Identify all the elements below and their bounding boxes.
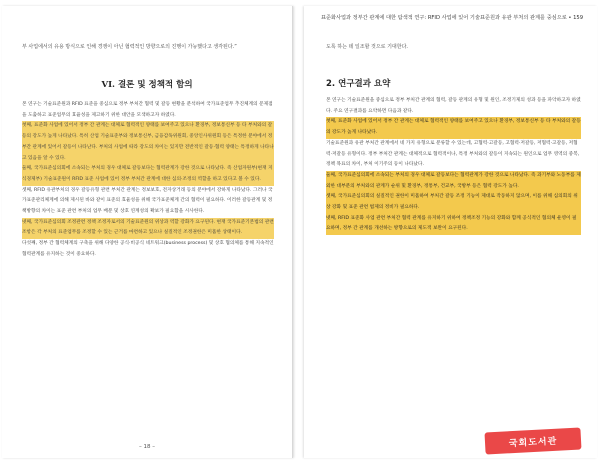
left-paragraph-1: 본 연구는 기술표준원과 RFID 표준을 중심으로 정부 부처간 협력 및 갈등 현황을 분석하여 국가표준업무 추진체계의 문제점을 도출하고 표준업무의 효율성을 제고하기 위한 대안을 모색하고자 하였다.	[22, 102, 273, 118]
left-paragraph-4: 넷째, 국가표준심의회 조정관련 정책 조정자로서의 기술표준원의 위상과 역할 강화가 요구된다. 현재 국가표준기본법의 관련 조항은 각 부처의 표준업무를 조정할 수 있는 근거를 마련하고 있으나 실질적인 조정권한은 미흡한 상태이다.	[22, 218, 274, 239]
left-page	[2, 6, 293, 458]
right-intro-text: 도록 하는 데 일조할 것으로 기대한다.	[326, 44, 408, 50]
left-paragraph-5: 다섯째, 정부 간 협력체계의 구축을 위해 다양한 공식·비공식 네트워크(business process) 및 상호 협의체를 통해 지속적인 협력관계를 유지하는 것이 중요하다.	[22, 241, 274, 257]
right-paragraph-4: 둘째, 국가표준심의회에 소속되는 부처의 경우 대체로 갈등보다는 협력관계가 강한 것으로 나타났다. 즉 과기부와 노동부를 제외한 대부분의 부처와의 관계가 순위 및 환경부, 정통부, 건교부, 국방부 등은 협력 강도가 높다.	[326, 171, 581, 192]
right-paragraph-3: 기술표준원과 유관 부처간 관계에서 네 가지 유형으로 분류할 수 있는데, 고협력·고갈등, 고협력·저갈등, 저협력·고갈등, 저협력·저갈등 유형이다. 정부 부처간 관계는 대체적으로 협력적이나, 특정 부처와의 갈등이 지속되는 원인으로 업무 영역의 중복, 정책 목표의 차이, 부처 이기주의 등이 나타났다.	[326, 140, 580, 168]
section-title: VI. 결론 및 정책적 함의	[101, 80, 193, 90]
left-intro-text: 부 사업에서의 유용 방식으로 인해 경쟁이 아닌 협력적인 방향으로의 진행이 가능했다고 생각된다.”	[22, 44, 237, 50]
running-head: 표준화사업과 정부간 관계에 대한 탐색적 연구: RFID 사업에 있어 기술표준원과 유관 부처의 관계를 중심으로 • 159	[320, 15, 583, 21]
right-paragraph-6: 넷째, RFID 표준화 사업 관련 부처간 협력 관계를 유지하기 위하여 정책조정 기능의 강화와 함께 공식적인 협의체 운영이 필요하며, 정부 간 관계를 개선하는 방향으로의 제도적 보완이 요구된다.	[326, 214, 581, 235]
right-page	[304, 6, 597, 458]
page-number: – 18 –	[139, 444, 155, 450]
left-paragraph-1-highlight: 첫째, 표준화 사업에 있어서 정부 간 관계는 대체로 협력적인 양태를 보여주고 있으나 환경부, 정보통신부 등 타 부처와의 갈등의 강도가 높게 나타났다. 특히 산업 기술표준부와 정보통신부, 금융감독위원회, 중앙인사위원회 등은 특정한 분야에서 정부간 관계에 있어서 갈등이 나타난다. 부처의 사업에 따라 강도의 차이는 있지만 전반적인 갈등·협력 양태는 특정하게 나타나고 있음을 알 수 있다.	[22, 121, 274, 164]
left-paragraph-2: 둘째, 국가표준심의회에 소속되는 부처의 경우 대체로 갈등보다는 협력관계가 강한 것으로 나타났다. 즉 산업자원부(현재 지식경제부) 기술표준원이 RFID 표준 사업에 있어 정부 부처간 관계에 대한 심의·조정의 역할을 하고 있다고 볼 수 있다.	[22, 164, 274, 185]
library-stamp: 국회도서관	[484, 428, 581, 455]
left-body	[22, 100, 274, 261]
section-heading: 2. 연구결과 요약	[326, 79, 391, 89]
right-paragraph-2: 첫째, 표준화 사업에 있어서 정부 간 관계는 대체로 협력적인 양태를 보여주고 있으나 환경부, 정보통신부 등 타 부처와의 갈등의 강도가 높게 나타났다.	[326, 117, 581, 138]
right-body	[326, 96, 581, 235]
right-paragraph-5: 셋째, 국가표준심의회의 실질적인 권한이 미흡하여 부처간 갈등 조정 기능이 제대로 작동하지 않으며, 이를 위해 심의회의 위상 강화 및 표준 관련 법제의 정비가 필요하다.	[326, 192, 581, 213]
right-paragraph-1: 본 연구는 기술표준원을 중심으로 정부 부처간 관계의 협력, 갈등 관계의 유형 및 원인, 조정기제의 성과 등을 파악하고자 하였다. 주요 연구결과를 요약하면 다음과 같다.	[326, 98, 581, 114]
left-paragraph-3: 셋째, RFID 유관부처의 경우 갈등유형 관련 부처간 관계는 정보보호, 전자상거래 등의 분야에서 강하게 나타났다. 그러나 국가표준관리체계에 의해 제시된 바와 같이 표준의 효율성을 위해 국가표준체계 간의 협력이 필요하다. 이러한 갈등관계 및 정책방향의 차이는 표준 관련 부처의 업무 배분 및 상호 연계성의 확보가 필요함을 시사한다.	[22, 187, 273, 215]
